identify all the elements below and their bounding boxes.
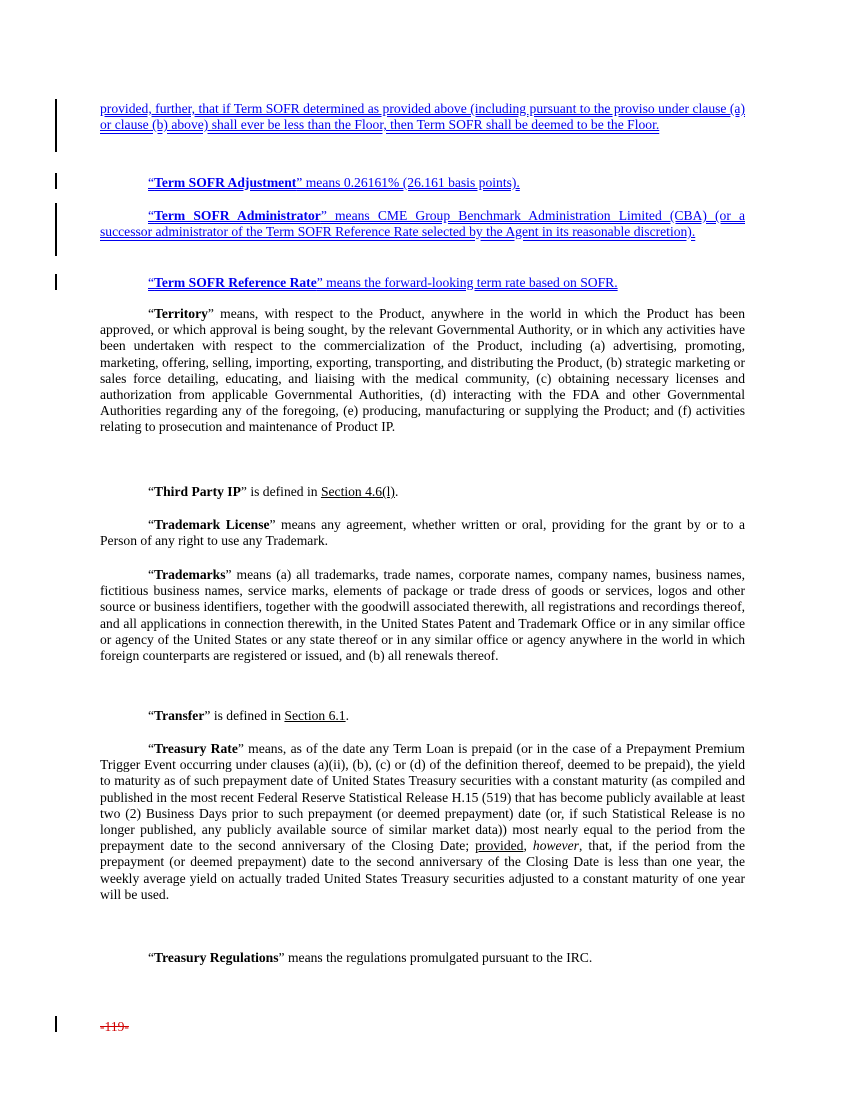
defined-term: Term SOFR Administrator [154, 208, 321, 223]
term-sofr-floor-proviso: provided, further, that if Term SOFR determined as provided above (including pursuant to the proviso under clause (a) or clause (b) above) shall ever be less than the Floor, then Term SOFR shall be deemed to be the Floor. [100, 101, 745, 133]
definition-term-sofr-administrator: “Term SOFR Administrator” means CME Group Benchmark Administration Limited (CBA) (or a successor administrator of the Term SOFR Reference Rate selected by the Agent in its reasonable discretion). [100, 208, 745, 240]
section-reference-link[interactable]: Section 4.6(l) [320, 484, 395, 499]
revision-bar [55, 99, 57, 152]
defined-term: Trademark License [154, 517, 270, 532]
definition-treasury-rate: “Treasury Rate” means, as of the date any Term Loan is prepaid (or in the case of a Prepayment Premium Trigger Event occurring under clauses (a)(ii), (b), (c) or (d) of the definition thereof, deemed to be prepaid), the yield to maturity as of such prepayment date of United States Treasury securities with a constant maturity (as compiled and published in the most recent Federal Reserve Statistical Release H.15 (519) that has become publicly available at least two (2) Business Days prior to such prepayment (or deemed prepayment) date (or, if such Statistical Release is no longer published, any publicly available source of similar market data)) most nearly equal to the period from the prepayment date to the second anniversary of the Closing Date; provided, however, that, if the period from the prepayment (or deemed prepayment) date to the second anniversary of the Closing Date is less than one year, the weekly average yield on actually traded United States Treasury securities adjusted to a constant maturity of one year will be used. [100, 741, 746, 902]
defined-term: Territory [154, 306, 208, 321]
defined-term: Term SOFR Reference Rate [154, 275, 317, 290]
defined-term: Treasury Regulations [154, 950, 279, 965]
definition-territory: “Territory” means, with respect to the Product, anywhere in the world in which the Product has been approved, or which approval is being sought, by the relevant Governmental Authority, or in which any activities have been undertaken with respect to the commercialization of the Product, including (a) advertising, promoting, marketing, offering, selling, importing, exporting, transporting, and distributing the Product, (b) strategic marketing or sales force detailing, educating, and liaising with the medical community, (c) obtaining necessary licenses and authorization from applicable Governmental Authorities, (d) interacting with the FDA and other Governmental Authorities regarding any of the foregoing, (e) producing, manufacturing or supplying the Product; and (f) activities relating to prosecution and maintenance of Product IP. [100, 306, 745, 435]
revision-bar [55, 203, 57, 256]
defined-term: Transfer [154, 708, 205, 723]
revision-bar [55, 173, 57, 189]
revision-bar [55, 274, 57, 290]
definition-term-sofr-adjustment: “Term SOFR Adjustment” means 0.26161% (26.161 basis points). [148, 175, 520, 190]
page-number: -119- [100, 1019, 129, 1034]
defined-term: Treasury Rate [154, 741, 238, 756]
definition-transfer: “Transfer” is defined in Section 6.1. [148, 708, 349, 723]
definition-trademark-license: “Trademark License” means any agreement, whether written or oral, providing for the grant by or to a Person of any right to use any Trademark. [100, 517, 745, 549]
definition-treasury-regulations: “Treasury Regulations” means the regulations promulgated pursuant to the IRC. [148, 950, 593, 965]
defined-term: Trademarks [154, 567, 226, 582]
defined-term: Third Party IP [154, 484, 241, 499]
section-reference-link[interactable]: Section 6.1 [284, 708, 346, 723]
definition-third-party-ip: “Third Party IP” is defined in Section 4.6(l). [148, 484, 399, 499]
revision-bar [55, 1016, 57, 1032]
defined-term: Term SOFR Adjustment [154, 175, 297, 190]
definition-trademarks: “Trademarks” means (a) all trademarks, trade names, corporate names, company names, business names, fictitious business names, service marks, elements of package or trade dress of goods or services, logos and other source or business identifiers, together with the goodwill associated therewith, all registrations and recordings thereof, and all applications in connection therewith, in the United States Patent and Trademark Office or in any similar office or agency of the United States or any state thereof or in any similar office or agency anywhere in the world in which foreign counterparts are registered or issued, and (b) all renewals thereof. [100, 567, 745, 664]
definition-term-sofr-reference-rate: “Term SOFR Reference Rate” means the forward-looking term rate based on SOFR. [148, 275, 618, 290]
